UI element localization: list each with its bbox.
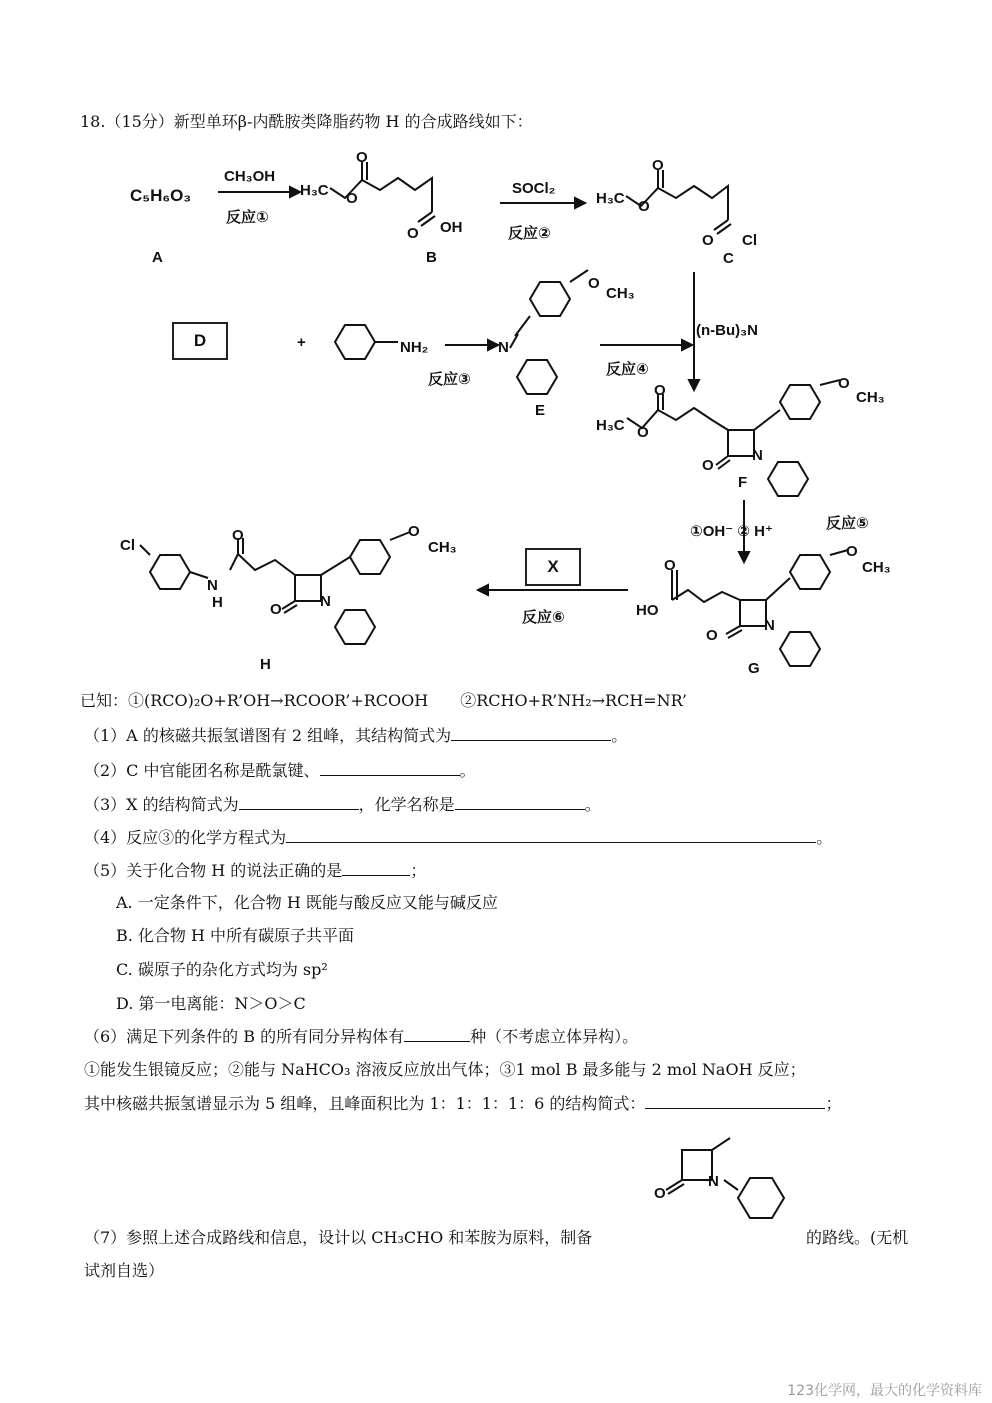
reaction5-label: 反应⑤: [826, 515, 869, 532]
part3-end: 。: [584, 795, 601, 814]
compound-b-label: B: [426, 249, 437, 266]
svg-text:O: O: [638, 198, 650, 215]
plus-sign: +: [297, 334, 306, 351]
reaction2-reagent: SOCl₂: [512, 180, 556, 197]
footer-watermark: 123化学网，最大的化学资料库: [787, 1383, 982, 1399]
svg-text:O: O: [702, 232, 714, 249]
reagent-x-box: X: [525, 548, 581, 586]
svg-text:OH: OH: [440, 219, 463, 236]
svg-text:H₃C: H₃C: [596, 190, 625, 207]
part2-text: （2）C 中官能团名称是酰氯键、: [84, 761, 320, 780]
svg-text:O: O: [588, 275, 600, 292]
svg-text:O: O: [652, 157, 664, 174]
compound-a-label: A: [152, 249, 163, 266]
compound-c-label: C: [723, 250, 734, 267]
part6-nmr-end: ；: [825, 1094, 842, 1113]
svg-text:O: O: [706, 627, 718, 644]
reaction1-label: 反应①: [226, 209, 269, 226]
svg-text:H: H: [212, 594, 223, 611]
part6-text: （6）满足下列条件的 B 的所有同分异构体有: [84, 1027, 405, 1046]
svg-text:O: O: [654, 1185, 666, 1202]
svg-text:N: N: [498, 339, 509, 356]
part6-nmr-text: 其中核磁共振氢谱显示为 5 组峰，且峰面积比为 1：1：1：1：6 的结构简式：: [84, 1094, 646, 1113]
compound-e-label: E: [535, 402, 546, 419]
svg-text:Cl: Cl: [120, 537, 135, 554]
reaction6-label: 反应⑥: [522, 609, 565, 626]
target-beta-lactam-structure: [640, 1130, 820, 1240]
svg-text:N: N: [708, 1173, 719, 1190]
reaction5-reagent: ①OH⁻ ② H⁺: [690, 523, 773, 540]
option-c: C. 碳原子的杂化方式均为 sp²: [116, 960, 328, 979]
part6-nmr-line: [84, 1094, 841, 1114]
known-info: 已知：①(RCO)₂O+R’OH→RCOOR’+RCOOH ②RCHO+R’NH₂→RCH=NR’: [80, 691, 687, 710]
compound-f-label: F: [738, 474, 748, 491]
part6-blank[interactable]: [404, 1027, 470, 1042]
part2-line: [84, 761, 476, 781]
svg-text:N: N: [764, 617, 775, 634]
part1-line: [84, 726, 627, 746]
part5-text: （5）关于化合物 H 的说法正确的是: [84, 861, 343, 880]
option-d: D. 第一电离能：N＞O＞C: [116, 994, 306, 1013]
compound-d-box: D: [172, 322, 228, 360]
part3-blank-structure[interactable]: [239, 795, 359, 810]
part7-text-a: （7）参照上述合成路线和信息，设计以 CH₃CHO 和苯胺为原料，制备: [84, 1228, 593, 1247]
svg-text:H₃C: H₃C: [300, 182, 329, 199]
part3-line: [84, 795, 601, 815]
svg-text:CH₃: CH₃: [606, 285, 635, 302]
part7-text-b: 的路线。(无机: [806, 1228, 909, 1247]
svg-text:O: O: [654, 382, 666, 399]
part2-blank[interactable]: [320, 761, 460, 776]
part5-blank[interactable]: [342, 861, 410, 876]
svg-text:CH₃: CH₃: [856, 389, 885, 406]
part3-text-a: （3）X 的结构简式为: [84, 795, 239, 814]
part4-blank[interactable]: [286, 828, 816, 843]
svg-text:O: O: [637, 424, 649, 441]
svg-text:O: O: [838, 375, 850, 392]
compound-a-formula: C₅H₆O₃: [130, 186, 192, 205]
svg-text:O: O: [702, 457, 714, 474]
reaction3-label: 反应③: [428, 371, 471, 388]
svg-text:O: O: [407, 225, 419, 242]
reaction2-label: 反应②: [508, 225, 551, 242]
compound-g-label: G: [748, 660, 760, 677]
svg-text:NH₂: NH₂: [400, 339, 429, 356]
reaction4-reagent: (n-Bu)₃N: [696, 322, 758, 339]
reaction4-label: 反应④: [606, 361, 649, 378]
part2-end: 。: [459, 761, 476, 780]
part4-line: [84, 828, 832, 848]
part6-end: 种（不考虑立体异构）。: [470, 1027, 639, 1046]
svg-text:O: O: [846, 543, 858, 560]
part6-line: [84, 1027, 638, 1047]
svg-text:O: O: [356, 149, 368, 166]
svg-text:O: O: [232, 527, 244, 544]
svg-text:N: N: [752, 447, 763, 464]
part1-text: （1）A 的核磁共振氢谱图有 2 组峰，其结构简式为: [84, 726, 452, 745]
svg-text:O: O: [408, 523, 420, 540]
part1-end: 。: [611, 726, 628, 745]
svg-text:CH₃: CH₃: [428, 539, 457, 556]
compound-h-label: H: [260, 656, 271, 673]
svg-text:CH₃: CH₃: [862, 559, 891, 576]
svg-text:Cl: Cl: [742, 232, 757, 249]
part4-text: （4）反应③的化学方程式为: [84, 828, 287, 847]
option-b: B. 化合物 H 中所有碳原子共平面: [116, 926, 355, 945]
part3-text-b: ，化学名称是: [358, 795, 455, 814]
reaction1-reagent: CH₃OH: [224, 168, 276, 185]
option-a: A. 一定条件下，化合物 H 既能与酸反应又能与碱反应: [116, 893, 498, 912]
svg-text:N: N: [320, 593, 331, 610]
svg-text:O: O: [270, 601, 282, 618]
part5-end: ；: [410, 861, 427, 880]
svg-text:H₃C: H₃C: [596, 417, 625, 434]
svg-text:N: N: [207, 577, 218, 594]
part6-nmr-blank[interactable]: [645, 1094, 825, 1109]
question-header: 18.（15分）新型单环β-内酰胺类降脂药物 H 的合成路线如下：: [80, 112, 533, 131]
part3-blank-name[interactable]: [455, 795, 585, 810]
part7-text-c: 试剂自选）: [84, 1261, 165, 1280]
part6-conditions: ①能发生银镜反应；②能与 NaHCO₃ 溶液反应放出气体；③1 mol B 最多能与 2 mol NaOH 反应；: [84, 1060, 806, 1079]
svg-text:HO: HO: [636, 602, 659, 619]
part1-blank[interactable]: [451, 726, 611, 741]
svg-text:O: O: [346, 190, 358, 207]
part4-end: 。: [816, 828, 833, 847]
svg-text:O: O: [664, 557, 676, 574]
synthesis-scheme: [0, 0, 992, 690]
part5-line: [84, 861, 426, 881]
